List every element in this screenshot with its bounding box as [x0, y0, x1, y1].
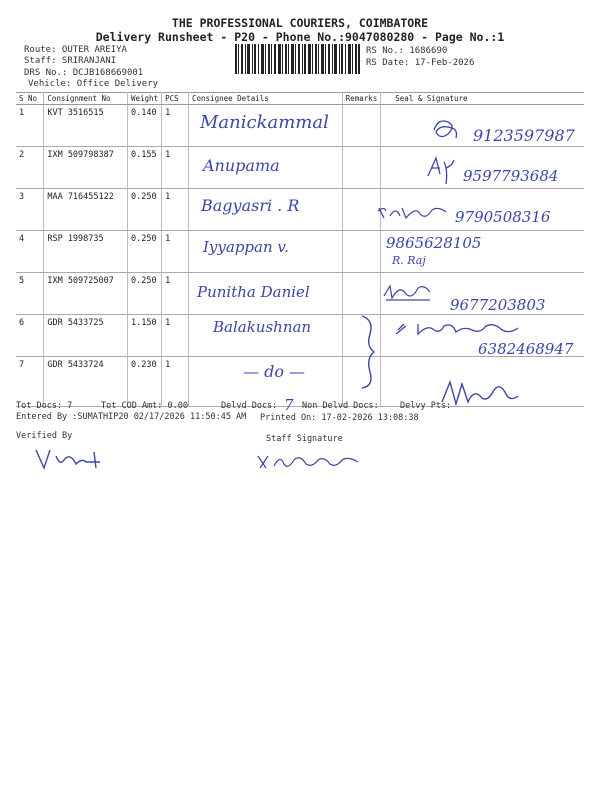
cell-remarks	[342, 273, 381, 315]
handwritten-name: Anupama	[203, 156, 280, 175]
delivery-points-label: Delvy Pts:	[400, 401, 452, 411]
rs-date: RS Date: 17-Feb-2026	[366, 58, 475, 68]
handwritten-name: Bagyasri . R	[201, 196, 300, 215]
cell-consignment: MAA 716455122	[44, 189, 128, 231]
handwritten-phone: 9123597987	[473, 126, 575, 145]
col-weight-header: Weight	[128, 93, 162, 105]
cell-consignment: IXM 509798387	[44, 147, 128, 189]
route-label: Route: OUTER AREIYA	[24, 45, 127, 55]
total-cod-amount: Tot COD Amt: 0.00	[101, 401, 188, 411]
handwritten-name: Punitha Daniel	[197, 283, 310, 301]
signature-scribble	[394, 318, 524, 340]
staff-signature-scribble	[254, 450, 364, 472]
cell-weight: 0.155	[128, 147, 162, 189]
cell-sno: 1	[16, 105, 44, 147]
cell-weight: 0.250	[128, 273, 162, 315]
handwritten-phone: 9597793684	[463, 167, 559, 185]
handwritten-phone: 6382468947	[478, 340, 574, 358]
cell-remarks	[342, 189, 381, 231]
col-consignee-header: Consignee Details	[189, 93, 343, 105]
cell-sno: 5	[16, 273, 44, 315]
cell-consignment: KVT 3516515	[44, 105, 128, 147]
cell-weight: 0.250	[128, 189, 162, 231]
col-pcs-header: PCS	[162, 93, 189, 105]
barcode	[235, 44, 360, 74]
handwritten-name: Manickammal	[200, 112, 329, 133]
signature-scribble	[430, 116, 460, 142]
cell-weight: 0.140	[128, 105, 162, 147]
handwritten-phone: 9865628105	[386, 234, 482, 252]
signature-scribble	[380, 280, 440, 304]
verified-by-label: Verified By	[16, 431, 73, 441]
staff-signature-label: Staff Signature	[266, 434, 343, 444]
cell-remarks	[342, 231, 381, 273]
cell-sno: 6	[16, 315, 44, 357]
table-row	[16, 231, 584, 273]
cell-sno: 3	[16, 189, 44, 231]
cell-remarks	[342, 147, 381, 189]
handwritten-name: — do —	[243, 362, 306, 381]
cell-pcs: 1	[162, 105, 189, 147]
rs-number: RS No.: 1686690	[366, 46, 448, 56]
verified-signature	[30, 446, 118, 472]
signature-scribble	[424, 152, 458, 188]
col-remarks-header: Remarks	[342, 93, 381, 105]
cell-pcs: 1	[162, 273, 189, 315]
col-consignment-header: Consignment No	[44, 93, 128, 105]
cell-sno: 2	[16, 147, 44, 189]
handwritten-note: R. Raj	[392, 254, 426, 267]
col-sno-header: S No	[16, 93, 44, 105]
staff-label: Staff: SRIRANJANI	[24, 56, 117, 66]
cell-consignment: RSP 1998735	[44, 231, 128, 273]
cell-pcs: 1	[162, 231, 189, 273]
delivered-docs-value: 7	[284, 396, 294, 414]
total-docs: Tot Docs: 7	[16, 401, 73, 411]
cell-consignment: GDR 5433725	[44, 315, 128, 357]
cell-weight: 0.250	[128, 231, 162, 273]
cell-sno: 4	[16, 231, 44, 273]
handwritten-phone: 9677203803	[450, 296, 546, 314]
cell-weight: 1.150	[128, 315, 162, 357]
col-signature-header: Seal & Signature	[381, 93, 584, 105]
cell-pcs: 1	[162, 189, 189, 231]
non-delivered-docs-label: Non Delvd Docs:	[302, 401, 379, 411]
entered-by: Entered By :SUMATHIP20 02/17/2026 11:50:45 AM	[16, 412, 247, 422]
handwritten-name: Iyyappan v.	[203, 238, 289, 256]
signature-scribble	[376, 202, 450, 224]
delivered-docs-label: Delvd Docs:	[221, 401, 278, 411]
cell-sno: 7	[16, 357, 44, 407]
cell-remarks	[342, 105, 381, 147]
cell-consignment: IXM 509725007	[44, 273, 128, 315]
cell-pcs: 1	[162, 147, 189, 189]
runsheet-subtitle: Delivery Runsheet - P20 - Phone No.:9047080280 - Page No.:1	[95, 30, 505, 44]
cell-consignment: GDR 5433724	[44, 357, 128, 407]
handwritten-name: Balakushnan	[213, 318, 312, 336]
cell-weight: 0.230	[128, 357, 162, 407]
vehicle-label: Vehicle: Office Delivery	[28, 79, 159, 89]
handwritten-phone: 9790508316	[455, 208, 551, 226]
printed-on: Printed On: 17-02-2026 13:08:38	[260, 413, 419, 423]
cell-pcs: 1	[162, 315, 189, 357]
company-title: THE PROFESSIONAL COURIERS, COIMBATORE	[171, 16, 429, 30]
drs-label: DRS No.: DCJB168669001	[24, 68, 144, 78]
table-header-row	[16, 93, 584, 105]
brace-mark	[356, 312, 380, 392]
cell-pcs: 1	[162, 357, 189, 407]
